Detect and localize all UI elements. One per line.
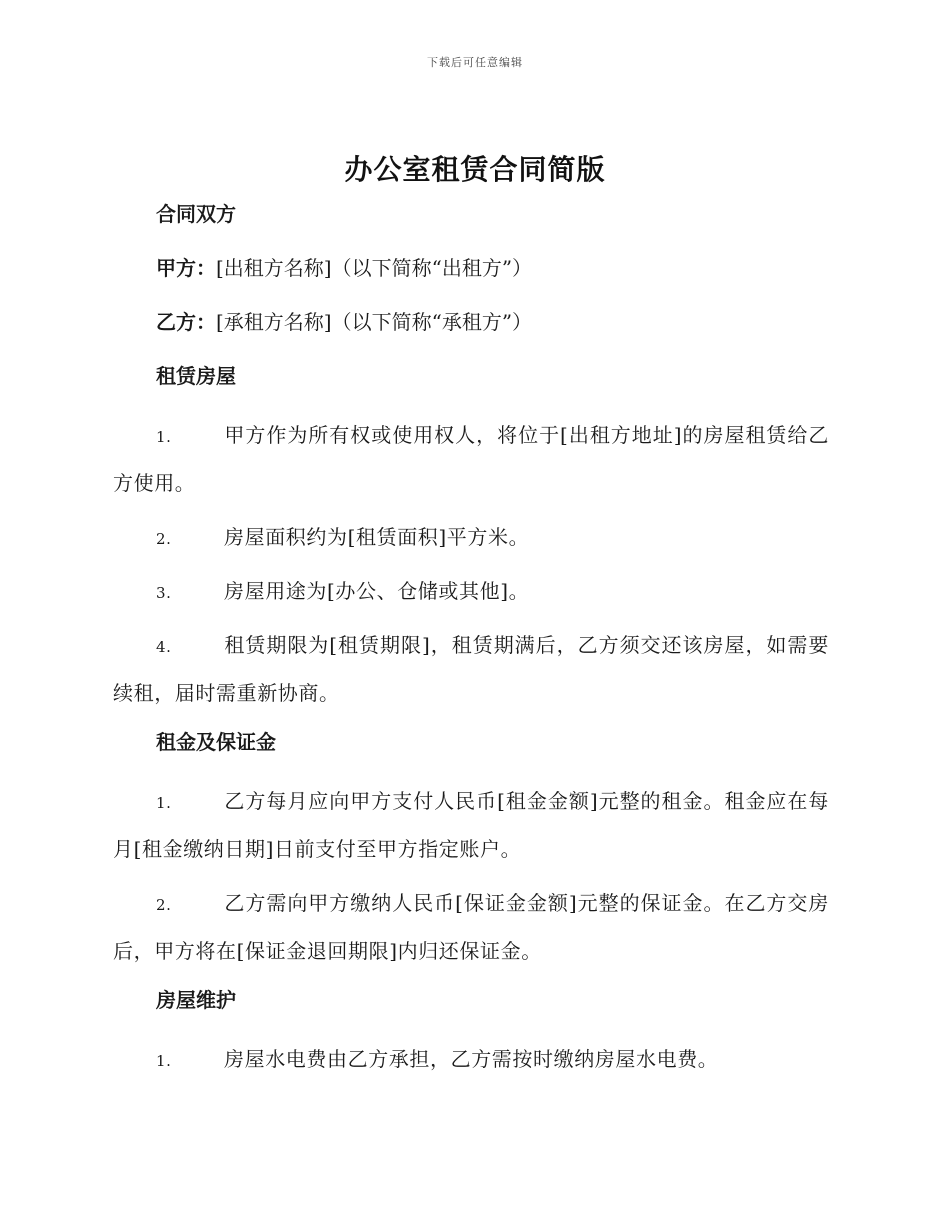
rent-item-2 <box>113 880 829 974</box>
premises-item-2 <box>113 514 829 560</box>
section-heading-rent: 租金及保证金 <box>156 730 276 754</box>
item-number: 1. <box>156 794 172 812</box>
item-text: 乙方需向甲方缴纳人民币[保证金金额]元整的保证金。在乙方交房后，甲方将在[保证金退回期限]内归还保证金。 <box>113 891 829 963</box>
maintenance-item-1 <box>113 1036 829 1082</box>
premises-item-1 <box>113 412 829 506</box>
item-text: 房屋水电费由乙方承担，乙方需按时缴纳房屋水电费。 <box>224 1047 719 1071</box>
section-heading-premises: 租赁房屋 <box>156 364 236 388</box>
document-body <box>113 196 829 1090</box>
item-text: 租赁期限为[租赁期限]，租赁期满后，乙方须交还该房屋，如需要续租，届时需重新协商。 <box>113 633 829 705</box>
item-number: 1. <box>156 428 172 446</box>
item-number: 2. <box>156 896 172 914</box>
rent-item-1 <box>113 778 829 872</box>
party-a-text: [出租方名称]（以下简称“出租方”） <box>216 256 533 280</box>
item-text: 房屋面积约为[租赁面积]平方米。 <box>224 525 530 549</box>
section-heading-parties: 合同双方 <box>156 202 236 226</box>
item-number: 4. <box>156 638 172 656</box>
item-text: 房屋用途为[办公、仓储或其他]。 <box>224 579 530 603</box>
item-text: 乙方每月应向甲方支付人民币[租金金额]元整的租金。租金应在每月[租金缴纳日期]日前支付至甲方指定账户。 <box>113 789 829 861</box>
premises-item-3 <box>113 568 829 614</box>
document-title: 办公室租赁合同简版 <box>344 153 606 186</box>
page-header-note: 下载后可任意编辑 <box>427 56 523 69</box>
section-heading-maintenance: 房屋维护 <box>156 988 236 1012</box>
party-b-text: [承租方名称]（以下简称“承租方”） <box>216 310 533 334</box>
party-b-line <box>113 304 829 358</box>
item-number: 1. <box>156 1052 172 1070</box>
party-a-label: 甲方： <box>156 256 216 280</box>
premises-item-4 <box>113 622 829 716</box>
item-number: 3. <box>156 584 172 602</box>
party-b-label: 乙方： <box>156 310 216 334</box>
party-a-line <box>113 250 829 304</box>
item-number: 2. <box>156 530 172 548</box>
item-text: 甲方作为所有权或使用权人，将位于[出租方地址]的房屋租赁给乙方使用。 <box>113 423 829 495</box>
